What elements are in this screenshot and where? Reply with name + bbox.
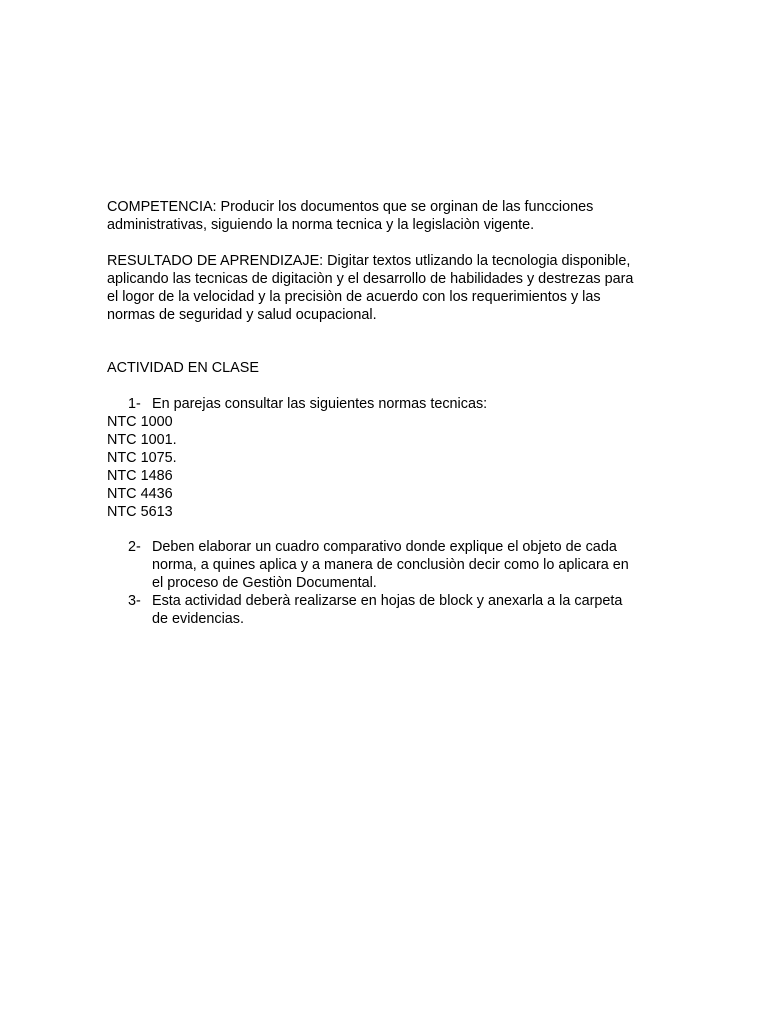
item-1-line-1: En parejas consultar las siguientes normas tecnicas: <box>152 396 488 412</box>
item-number: 3- <box>128 593 141 609</box>
item-2-line-2: norma, a quines aplica y a manera de conclusiòn decir como lo aplicara en <box>152 557 629 573</box>
activity-item-2 <box>107 538 687 592</box>
ntc-item: NTC 1000 <box>107 414 173 430</box>
ntc-item: NTC 5613 <box>107 504 173 520</box>
resultado-line-2: aplicando las tecnicas de digitaciòn y el desarrollo de habilidades y destrezas para <box>107 271 634 287</box>
item-number: 2- <box>128 539 141 555</box>
resultado-paragraph <box>107 252 687 324</box>
ntc-item: NTC 4436 <box>107 486 173 502</box>
competencia-line-2: administrativas, siguiendo la norma tecnica y la legislaciòn vigente. <box>107 217 535 233</box>
ntc-list <box>107 413 177 521</box>
item-number: 1- <box>128 396 141 412</box>
actividad-heading <box>107 359 687 377</box>
activity-item-1 <box>107 395 687 413</box>
competencia-paragraph <box>107 198 687 234</box>
resultado-line-1: RESULTADO DE APRENDIZAJE: Digitar textos utlizando la tecnologia disponible, <box>107 253 631 269</box>
activity-item-3 <box>107 592 687 628</box>
resultado-line-4: normas de seguridad y salud ocupacional. <box>107 307 377 323</box>
item-2-line-3: el proceso de Gestiòn Documental. <box>152 575 377 591</box>
ntc-item: NTC 1486 <box>107 468 173 484</box>
item-3-line-2: de evidencias. <box>152 611 245 627</box>
actividad-title: ACTIVIDAD EN CLASE <box>107 360 259 376</box>
item-3-line-1: Esta actividad deberà realizarse en hojas de block y anexarla a la carpeta <box>152 593 623 609</box>
item-2-line-1: Deben elaborar un cuadro comparativo donde explique el objeto de cada <box>152 539 617 555</box>
ntc-item: NTC 1075. <box>107 450 177 466</box>
resultado-line-3: el logor de la velocidad y la precisiòn de acuerdo con los requerimientos y las <box>107 289 601 305</box>
competencia-line-1: COMPETENCIA: Producir los documentos que se orginan de las funcciones <box>107 199 594 215</box>
ntc-item: NTC 1001. <box>107 432 177 448</box>
